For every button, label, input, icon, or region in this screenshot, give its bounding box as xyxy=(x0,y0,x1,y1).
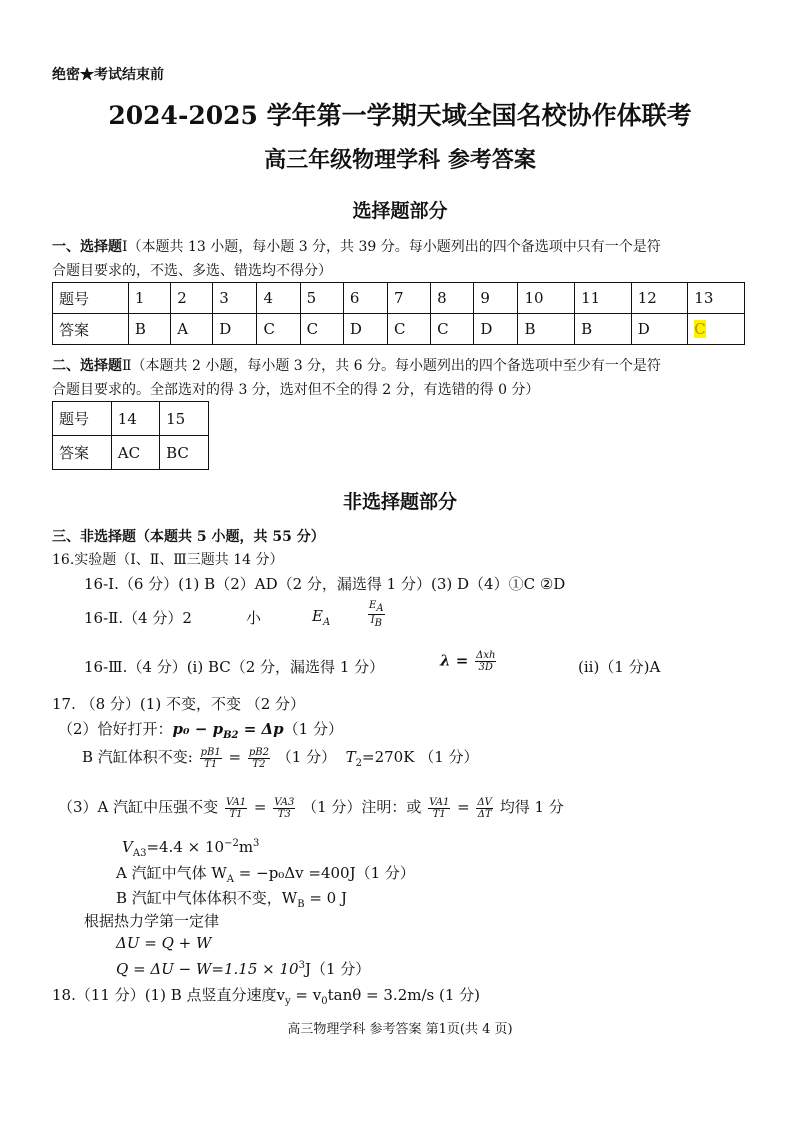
question-number xyxy=(431,283,474,314)
q17-line7: B 汽缸中气体体积不变，$W_B = 0$ J xyxy=(116,889,348,910)
answer-cell xyxy=(160,436,209,470)
answer-cell xyxy=(631,314,688,345)
question-number xyxy=(300,283,343,314)
q16-part3-lambda xyxy=(440,650,498,673)
q17-l2-eq: $p_0 - p_{B2} = \Delta p$ xyxy=(172,720,284,741)
frac-num: pB1 xyxy=(200,746,221,758)
question-number xyxy=(128,283,170,314)
section-choice-title: 选择题部分 xyxy=(352,200,448,222)
question-number-text: 3 xyxy=(219,289,229,307)
question-number-text: 8 xyxy=(437,289,447,307)
frac-num: ΔV xyxy=(477,796,492,808)
table-head-number: 题号 xyxy=(53,283,129,314)
frac-den: T3 xyxy=(277,808,291,820)
answer-cell-text: C xyxy=(263,320,275,338)
q17-l4-note: （1 分）注明：或 xyxy=(302,798,422,816)
question-number-text: 6 xyxy=(349,289,360,307)
q17-line2 xyxy=(58,718,343,741)
part1-desc-line1 xyxy=(52,236,661,256)
q16-part2-frac xyxy=(366,600,387,629)
q16-part3-c: (ii)（1 分)A xyxy=(578,658,661,676)
table-head-answer: 答案 xyxy=(53,314,129,345)
part1-desc-line2: 合题目要求的，不选、多选、错选均不得分） xyxy=(52,263,332,279)
lambda-frac-den: 3D xyxy=(478,662,493,673)
answer-cell xyxy=(575,314,632,345)
answer-cell-text: D xyxy=(349,320,362,338)
table-head-answer: 答案 xyxy=(53,436,112,470)
answer-cell xyxy=(111,436,159,470)
part1-roman: Ⅰ xyxy=(122,239,128,255)
answer-cell-text: B xyxy=(581,320,593,338)
question-number-text: 7 xyxy=(393,289,404,307)
answer-cell-text: C xyxy=(306,320,319,338)
question-number-text: 15 xyxy=(166,409,186,428)
answer-cell-text: C xyxy=(393,320,406,338)
question-number-text: 5 xyxy=(306,289,317,307)
frac-den: I xyxy=(370,615,375,626)
q16-part2-b: 小 xyxy=(246,609,262,627)
part2-desc-line2: 合题目要求的。全部选对的得 3 分，选对但不全的得 2 分，有选错的得 0 分） xyxy=(52,382,540,398)
answer-cell xyxy=(128,314,170,345)
frac-num: pB2 xyxy=(248,746,269,758)
question-number xyxy=(631,283,688,314)
question-number xyxy=(518,283,575,314)
q17-l2-text: （2）恰好打开： xyxy=(58,720,173,738)
frac-num: VA1 xyxy=(429,796,450,808)
answer-cell xyxy=(431,314,474,345)
answer-cell xyxy=(474,314,518,345)
q17-l4-tail: 均得 1 分 xyxy=(499,798,564,816)
answer-cell-text: C xyxy=(437,320,449,338)
answer-cell xyxy=(343,314,387,345)
t2-symbol: T xyxy=(345,748,356,766)
frac-num-sub: A xyxy=(376,603,384,614)
frac-den: T1 xyxy=(432,808,446,820)
question-number xyxy=(688,283,745,314)
page-subtitle: 高三年级物理学科 参考答案 xyxy=(264,147,536,173)
answer-cell-text: D xyxy=(219,320,232,338)
question-number-text: 10 xyxy=(524,289,544,307)
q17-line5: $V_{A3}=4.4 \times 10^{-2}m^3$ xyxy=(122,838,260,859)
answer-cell-text: D xyxy=(480,320,493,338)
q17-line8: 根据热力学第一定律 xyxy=(84,912,220,930)
q17-l2-pts: （1 分） xyxy=(283,720,343,738)
q17-line10: $Q = \Delta U - W=1.15 \times 10^3J(1$ 分） xyxy=(116,960,371,978)
question-number-text: 2 xyxy=(177,289,187,307)
q17-line1: 17. （8 分）(1) 不变，不变 （2 分） xyxy=(52,695,306,713)
question-number xyxy=(387,283,430,314)
answer-table-1 xyxy=(52,282,745,345)
symbol-e-sub: A xyxy=(322,617,331,628)
section-nonchoice-title: 非选择题部分 xyxy=(342,491,457,513)
question-number xyxy=(213,283,257,314)
q16-part2-c xyxy=(312,607,330,628)
secret-label: 绝密★考试结束前 xyxy=(52,67,164,83)
answer-cell xyxy=(387,314,430,345)
frac-num: VA1 xyxy=(225,796,247,808)
q17-l3-text: B 汽缸体积不变: xyxy=(82,748,193,766)
answer-cell-text: B xyxy=(134,320,146,338)
symbol-e: E xyxy=(312,607,323,625)
q16-part3-a: 16-Ⅲ.（4 分）(i) BC（2 分，漏选得 1 分） xyxy=(84,658,385,676)
answer-cell-text: BC xyxy=(166,443,189,462)
frac-den: T2 xyxy=(252,758,266,770)
part2-desc1: （本题共 2 小题，每小题 3 分，共 6 分。每小题列出的四个备选项中至少有一个是符 xyxy=(131,358,661,374)
q17-line9: ΔU = Q + W xyxy=(116,934,212,952)
part2-roman: Ⅱ xyxy=(122,358,132,374)
question-number-text: 1 xyxy=(134,289,145,307)
lambda-symbol: λ = xyxy=(440,651,469,670)
t2-sub: 2 xyxy=(355,758,363,769)
part1-desc1: （本题共 13 小题，每小题 3 分，共 39 分。每小题列出的四个备选项中只有一个是符 xyxy=(127,239,661,255)
answer-cell-text: AC xyxy=(117,443,141,462)
answer-cell-text: D xyxy=(637,320,650,338)
question-number-text: 4 xyxy=(263,289,273,307)
answer-table-2 xyxy=(52,401,209,470)
answer-cell xyxy=(257,314,300,345)
part2-desc-line1 xyxy=(52,355,661,375)
part2-label: 二、选择题 xyxy=(52,358,122,374)
answer-cell xyxy=(300,314,343,345)
question-number xyxy=(474,283,518,314)
q18-line1: 18.（11 分）(1) B 点竖直分速度$v_y = v_0\tan\theta = 3.2m/s$ (1 分) xyxy=(52,986,481,1007)
question-number-text: 11 xyxy=(581,289,601,307)
q17-line6: A 汽缸中气体 $W_A = -p_0\Delta v =400J(1$ 分） xyxy=(116,864,415,885)
question-number-text: 12 xyxy=(637,289,657,307)
answer-cell xyxy=(688,314,745,345)
frac-den: T1 xyxy=(229,808,243,820)
question-number-text: 9 xyxy=(480,289,490,307)
lambda-frac-num: Δxh xyxy=(476,650,496,661)
part1-label: 一、选择题 xyxy=(52,239,122,255)
q17-line3: B 汽缸体积不变: $\frac{pB1}{T1}$ = $\frac{pB2}{T2}$ （1 分） $T_2=270K$ （1 分） xyxy=(82,746,479,770)
question-number xyxy=(575,283,632,314)
page-footer: 高三物理学科 参考答案 第1页(共 4 页) xyxy=(287,1022,513,1037)
part3-heading: 三、非选择题（本题共 5 小题，共 55 分） xyxy=(52,529,325,545)
frac-num: E xyxy=(369,600,377,611)
question-number xyxy=(257,283,300,314)
q16-part1: 16-Ⅰ.（6 分）(1) B（2）AD（2 分，漏选得 1 分）(3) D（4）①C ②D xyxy=(84,575,566,593)
frac-den: T1 xyxy=(204,758,218,770)
question-number-text: 13 xyxy=(694,289,714,307)
question-number xyxy=(343,283,387,314)
frac-num: VA3 xyxy=(274,796,295,808)
question-number xyxy=(171,283,213,314)
q16-part2-a: 16-Ⅱ.（4 分）2 xyxy=(84,609,192,627)
answer-cell xyxy=(171,314,213,345)
frac-den-sub: B xyxy=(374,618,382,629)
question-number-text: 14 xyxy=(117,409,137,428)
t2-value: =270K （1 分） xyxy=(362,748,479,766)
question-number xyxy=(111,402,159,436)
q17-line4: （3）A 汽缸中压强不变 $\frac{VA1}{T1}$ = $\frac{VA3}{T3}$ （1 分）注明：或 $\frac{VA1}{T1}$ = $\frac{\Delta V}{\Delta T}$ 均得 1 分 xyxy=(58,796,564,820)
table-head-number: 题号 xyxy=(53,402,112,436)
question-number xyxy=(160,402,209,436)
q17-l4-text: （3）A 汽缸中压强不变 xyxy=(58,798,219,816)
answer-cell xyxy=(518,314,575,345)
q17-l3-pts: （1 分） xyxy=(276,748,337,766)
answer-cell-text: A xyxy=(177,320,189,338)
answer-cell-text: C xyxy=(694,320,706,338)
q16-intro: 16.实验题（Ⅰ、Ⅱ、Ⅲ三题共 14 分） xyxy=(52,552,284,568)
frac-den: ΔT xyxy=(477,808,492,820)
answer-cell-text: B xyxy=(524,320,536,338)
page-title: 2024-2025 学年第一学期天域全国名校协作体联考 xyxy=(108,101,692,130)
answer-cell xyxy=(213,314,257,345)
